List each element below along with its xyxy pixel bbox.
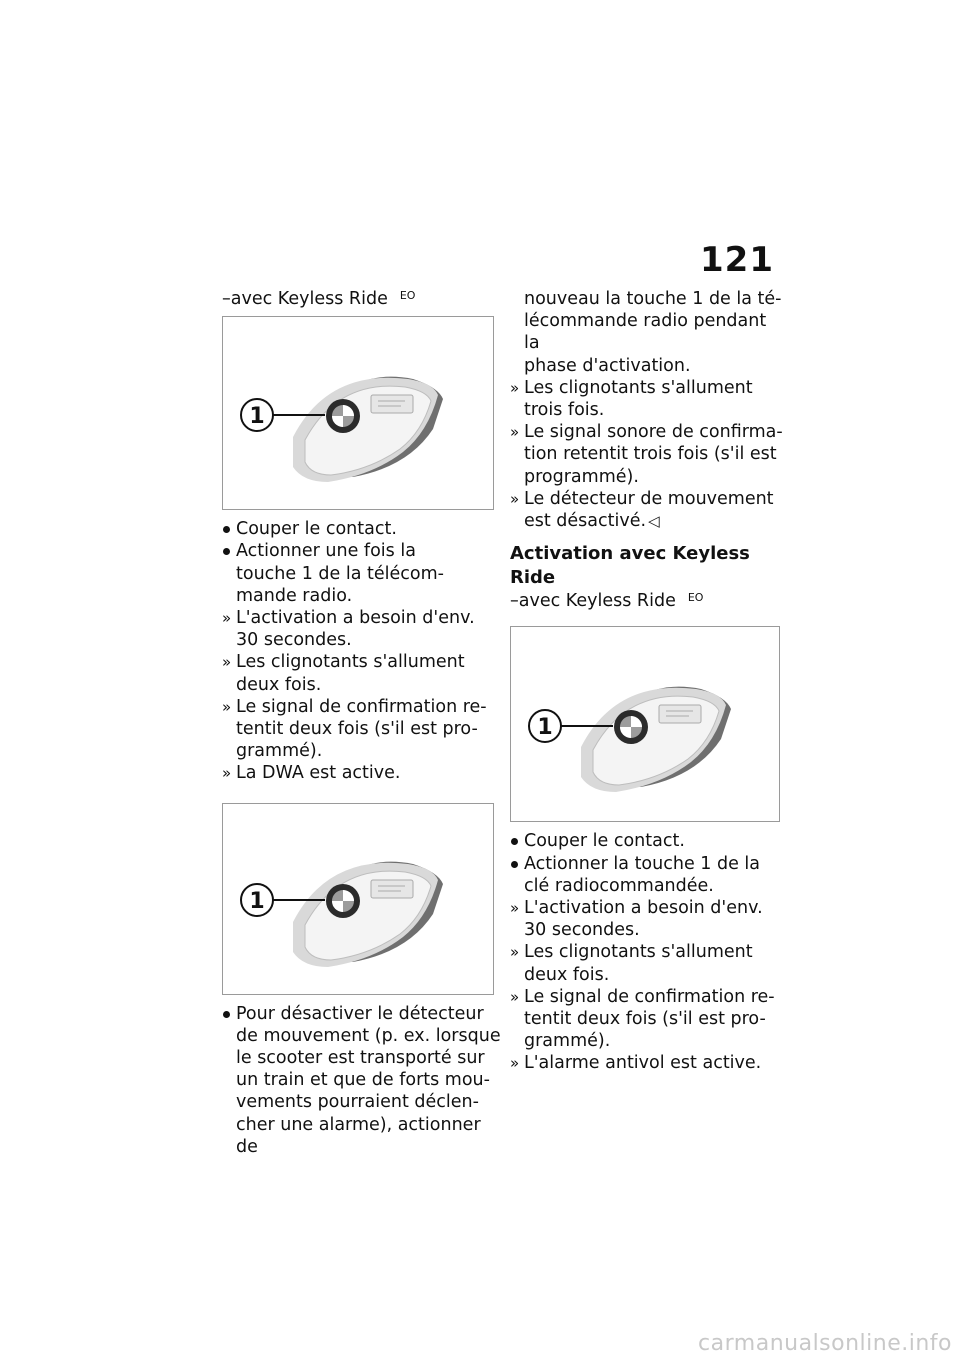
result-arrow-icon: » (510, 943, 520, 962)
step-text: mande radio. (236, 585, 353, 606)
result-step (222, 651, 506, 673)
bullet-step (222, 1003, 506, 1025)
step-text: programmé). (524, 466, 639, 487)
left-intro-text: –avec Keyless Ride (222, 289, 388, 309)
left-intro-sup: EO (399, 289, 416, 302)
step-text: 30 secondes. (524, 920, 640, 941)
result-step (510, 488, 784, 510)
page-number: 121 (700, 240, 774, 280)
right-intro-sup: EO (687, 591, 704, 605)
step-text: La DWA est active. (236, 763, 401, 784)
step-text: deux fois. (236, 674, 322, 695)
left-column (222, 288, 506, 1158)
step-text: clé radiocommandée. (524, 875, 714, 896)
step-text: le scooter est transporté sur (236, 1048, 485, 1069)
step-text: L'activation a besoin d'env. (236, 608, 475, 629)
result-arrow-icon: » (222, 653, 232, 672)
step-continuation (510, 875, 784, 897)
step-text: de mouvement (p. ex. lorsque (236, 1025, 501, 1046)
result-step (510, 377, 784, 399)
step-text: Le signal de confirmation re- (236, 696, 487, 717)
bullet-step (222, 518, 506, 540)
left-steps2-list (222, 1003, 506, 1158)
result-step (510, 421, 784, 443)
result-arrow-icon: » (222, 764, 232, 783)
section-heading: Activation avec Keyless Ride (510, 543, 750, 589)
step-text: vements pourraient déclen- (236, 1092, 479, 1113)
figure-1-callout-label: 1 (249, 404, 265, 430)
step-continuation (510, 355, 784, 377)
figure-2-callout-label: 1 (249, 888, 265, 914)
right-steps2-list (510, 830, 784, 1074)
step-continuation (510, 919, 784, 941)
right-column (510, 288, 784, 1075)
step-continuation (510, 288, 784, 310)
step-text: tion retentit trois fois (s'il est (524, 444, 777, 465)
step-text: est désactivé. (524, 511, 647, 532)
result-step (222, 696, 506, 718)
left-steps-list (222, 518, 506, 784)
step-text: tentit deux fois (s'il est pro- (236, 719, 478, 740)
step-continuation (222, 740, 506, 762)
right-steps-list (510, 288, 784, 532)
key-fob-figure-3 (510, 626, 780, 822)
result-step (510, 897, 784, 919)
bullet-dot-icon (511, 838, 518, 845)
step-continuation (222, 585, 506, 607)
step-text: trois fois. (524, 400, 605, 421)
step-text: Le détecteur de mouvement (524, 488, 774, 509)
result-step (222, 607, 506, 629)
result-step (510, 1052, 784, 1074)
step-continuation (510, 310, 784, 354)
step-text: lécommande radio pendant la (524, 311, 767, 354)
step-text: L'alarme antivol est active. (524, 1053, 762, 1074)
step-text: grammé). (524, 1031, 611, 1052)
bullet-step (222, 540, 506, 562)
step-text: Actionner une fois la (236, 541, 416, 562)
result-arrow-icon: » (510, 987, 520, 1006)
step-continuation (510, 1030, 784, 1052)
step-text: Couper le contact. (236, 519, 397, 540)
figure-3-callout-label: 1 (537, 715, 553, 741)
result-arrow-icon: » (510, 489, 520, 508)
right-intro (510, 590, 784, 612)
step-text: tentit deux fois (s'il est pro- (524, 1009, 766, 1030)
result-step (222, 762, 506, 784)
result-arrow-icon: » (510, 423, 520, 442)
step-continuation (222, 674, 506, 696)
bullet-dot-icon (223, 526, 230, 533)
step-continuation (222, 629, 506, 651)
step-text: un train et que de forts mou- (236, 1070, 490, 1091)
step-continuation (222, 1114, 506, 1158)
step-text: phase d'activation. (524, 355, 691, 376)
step-continuation (510, 399, 784, 421)
step-text: Le signal de confirmation re- (524, 986, 775, 1007)
step-text: Les clignotants s'allument (524, 377, 753, 398)
step-continuation (510, 443, 784, 465)
step-text: Les clignotants s'allument (524, 942, 753, 963)
result-arrow-icon: » (222, 697, 232, 716)
step-text: grammé). (236, 741, 323, 762)
result-arrow-icon: » (510, 899, 520, 918)
step-text: Le signal sonore de confirma- (524, 422, 783, 443)
step-continuation (222, 563, 506, 585)
result-arrow-icon: » (510, 1054, 520, 1073)
step-text: nouveau la touche 1 de la té- (524, 289, 782, 309)
step-continuation (222, 718, 506, 740)
bullet-dot-icon (511, 861, 518, 868)
step-continuation (222, 1025, 506, 1047)
bullet-step (510, 853, 784, 875)
step-continuation (222, 1069, 506, 1091)
step-continuation (510, 510, 784, 532)
result-step (510, 941, 784, 963)
key-fob-illustration (223, 317, 493, 509)
step-text: cher une alarme), actionner de (236, 1114, 481, 1157)
step-text: deux fois. (524, 964, 610, 985)
bullet-dot-icon (223, 1011, 230, 1018)
key-fob-illustration-2 (223, 804, 493, 994)
step-text: L'activation a besoin d'env. (524, 898, 763, 919)
result-step (510, 986, 784, 1008)
step-continuation (222, 1047, 506, 1069)
step-continuation (222, 1091, 506, 1113)
step-continuation (510, 1008, 784, 1030)
result-arrow-icon: » (222, 609, 232, 628)
step-text: Pour désactiver le détecteur (236, 1003, 484, 1024)
step-continuation (510, 964, 784, 986)
section-end-mark-icon: ◁ (648, 512, 660, 531)
step-text: Les clignotants s'allument (236, 652, 465, 673)
bullet-dot-icon (223, 548, 230, 555)
step-text: 30 secondes. (236, 630, 352, 651)
right-intro-text: –avec Keyless Ride (510, 591, 676, 612)
step-text: Actionner la touche 1 de la (524, 853, 760, 874)
result-arrow-icon: » (510, 378, 520, 397)
key-fob-illustration-3 (511, 627, 779, 821)
step-continuation (510, 466, 784, 488)
key-fob-figure-1 (222, 316, 494, 510)
key-fob-figure-2 (222, 803, 494, 995)
watermark: carmanualsonline.info (698, 1331, 952, 1356)
step-text: touche 1 de la télécom- (236, 563, 444, 584)
step-text: Couper le contact. (524, 831, 685, 852)
bullet-step (510, 830, 784, 852)
left-intro (222, 288, 506, 310)
